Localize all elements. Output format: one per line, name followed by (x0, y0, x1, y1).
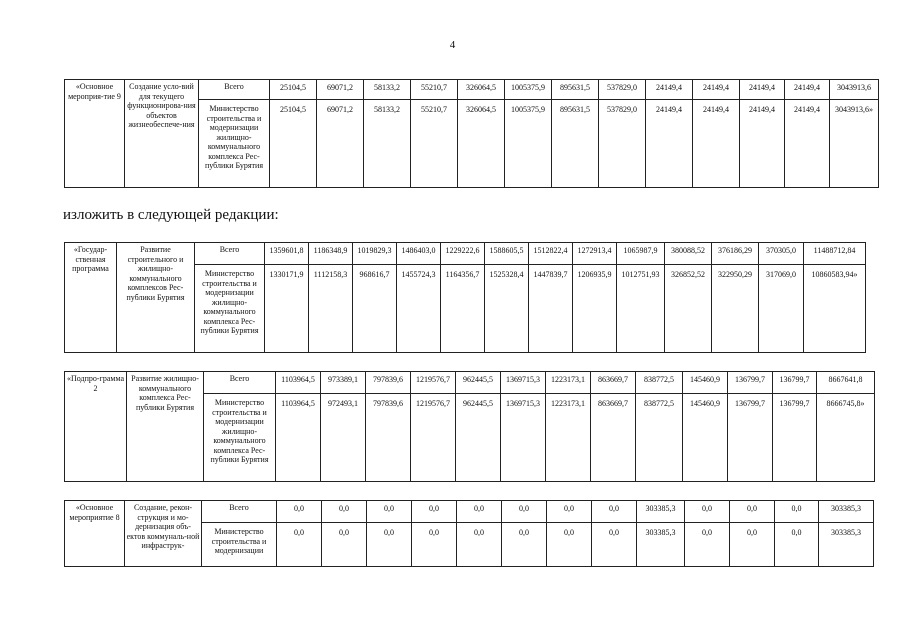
value-cell: 797839,6 (366, 372, 411, 394)
value-cell: 1588605,5 (485, 243, 529, 265)
value-cell: 973389,1 (321, 372, 366, 394)
value-cell: 0,0 (457, 501, 502, 523)
redaction-instruction: изложить в следующей редакции: (63, 207, 279, 223)
value-cell: 69071,2 (317, 80, 364, 100)
row-title-cell: «Основное мероприятие 8 (65, 501, 125, 567)
value-cell: 24149,4 (646, 100, 693, 188)
value-cell: 1005375,9 (505, 100, 552, 188)
row-description-cell: Развитие строительного и жилищно-коммунального комплексов Рес-публики Бурятия (117, 243, 195, 353)
table-main-event-8 (64, 500, 874, 567)
ministry-label: Министерство строительства и модернизации (202, 523, 277, 567)
value-cell: 1112158,3 (309, 265, 353, 353)
value-cell: 8666745,8» (817, 394, 875, 482)
value-cell: 3043913,6» (830, 100, 879, 188)
total-label: Всего (195, 243, 265, 265)
value-cell: 25104,5 (270, 80, 317, 100)
row-title-cell: «Подпро-грамма 2 (65, 372, 127, 482)
value-cell: 0,0 (412, 523, 457, 567)
value-cell: 69071,2 (317, 100, 364, 188)
value-cell: 1186348,9 (309, 243, 353, 265)
value-cell: 0,0 (502, 523, 547, 567)
value-cell: 326064,5 (458, 80, 505, 100)
value-cell: 0,0 (547, 501, 592, 523)
value-cell: 136799,7 (728, 394, 773, 482)
value-cell: 863669,7 (591, 372, 636, 394)
value-cell: 1447839,7 (529, 265, 573, 353)
value-cell: 136799,7 (773, 394, 817, 482)
value-cell: 1512822,4 (529, 243, 573, 265)
value-cell: 0,0 (277, 501, 322, 523)
row-description-cell: Создание, рекон-струкция и мо-дернизация объ-ектов коммуналь-ной инфраструк- (125, 501, 202, 567)
value-cell: 1486403,0 (397, 243, 441, 265)
value-cell: 1272913,4 (573, 243, 617, 265)
value-cell: 24149,4 (646, 80, 693, 100)
value-cell: 380088,52 (665, 243, 712, 265)
value-cell: 0,0 (367, 501, 412, 523)
value-cell: 0,0 (322, 501, 367, 523)
value-cell: 838772,5 (636, 372, 683, 394)
value-cell: 1206935,9 (573, 265, 617, 353)
value-cell: 0,0 (592, 501, 637, 523)
value-cell: 0,0 (322, 523, 367, 567)
value-cell: 0,0 (367, 523, 412, 567)
value-cell: 962445,5 (456, 372, 501, 394)
value-cell: 370305,0 (759, 243, 804, 265)
value-cell: 303385,3 (819, 501, 874, 523)
value-cell: 962445,5 (456, 394, 501, 482)
value-cell: 1012751,93 (617, 265, 665, 353)
value-cell: 1065987,9 (617, 243, 665, 265)
value-cell: 317069,0 (759, 265, 804, 353)
value-cell: 0,0 (685, 523, 730, 567)
table-main-event-9 (64, 79, 879, 188)
value-cell: 0,0 (730, 501, 775, 523)
ministry-label: Министерство строительства и модернизации жилищно-коммунального комплекса Рес-публики Бурятия (204, 394, 276, 482)
ministry-label: Министерство строительства и модернизации жилищно-коммунального комплекса Рес-публики Бурятия (195, 265, 265, 353)
table-state-program (64, 242, 866, 353)
value-cell: 58133,2 (364, 100, 411, 188)
row-title-cell: «Основное мероприя-тие 9 (65, 80, 125, 188)
value-cell: 10860583,94» (804, 265, 866, 353)
value-cell: 136799,7 (773, 372, 817, 394)
value-cell: 1005375,9 (505, 80, 552, 100)
value-cell: 55210,7 (411, 100, 458, 188)
value-cell: 0,0 (457, 523, 502, 567)
value-cell: 326852,52 (665, 265, 712, 353)
value-cell: 326064,5 (458, 100, 505, 188)
value-cell: 8667641,8 (817, 372, 875, 394)
page-number: 4 (449, 39, 456, 51)
value-cell: 322950,29 (712, 265, 759, 353)
row-title-cell: «Государ-ственная программа (65, 243, 117, 353)
value-cell: 1330171,9 (265, 265, 309, 353)
value-cell: 0,0 (685, 501, 730, 523)
value-cell: 838772,5 (636, 394, 683, 482)
value-cell: 303385,3 (637, 523, 685, 567)
value-cell: 24149,4 (693, 100, 740, 188)
value-cell: 11488712,84 (804, 243, 866, 265)
value-cell: 1229222,6 (441, 243, 485, 265)
table-subprogram-2 (64, 371, 875, 482)
value-cell: 1019829,3 (353, 243, 397, 265)
value-cell: 968616,7 (353, 265, 397, 353)
value-cell: 145460,9 (683, 394, 728, 482)
value-cell: 1219576,7 (411, 372, 456, 394)
value-cell: 24149,4 (693, 80, 740, 100)
value-cell: 1103964,5 (276, 372, 321, 394)
value-cell: 24149,4 (740, 80, 785, 100)
value-cell: 1219576,7 (411, 394, 456, 482)
value-cell: 0,0 (775, 523, 819, 567)
value-cell: 376186,29 (712, 243, 759, 265)
total-label: Всего (202, 501, 277, 523)
value-cell: 1223173,1 (546, 372, 591, 394)
value-cell: 1369715,3 (501, 394, 546, 482)
value-cell: 537829,0 (599, 100, 646, 188)
value-cell: 0,0 (547, 523, 592, 567)
row-description-cell: Создание усло-вий для текущего функционирова-ния объектов жизнеобеспече-ния (125, 80, 199, 188)
value-cell: 797839,6 (366, 394, 411, 482)
total-label: Всего (199, 80, 270, 100)
value-cell: 1223173,1 (546, 394, 591, 482)
value-cell: 895631,5 (552, 80, 599, 100)
value-cell: 24149,4 (785, 80, 830, 100)
value-cell: 25104,5 (270, 100, 317, 188)
value-cell: 863669,7 (591, 394, 636, 482)
value-cell: 972493,1 (321, 394, 366, 482)
value-cell: 1359601,8 (265, 243, 309, 265)
value-cell: 537829,0 (599, 80, 646, 100)
value-cell: 0,0 (730, 523, 775, 567)
value-cell: 895631,5 (552, 100, 599, 188)
value-cell: 0,0 (277, 523, 322, 567)
value-cell: 1455724,3 (397, 265, 441, 353)
value-cell: 1164356,7 (441, 265, 485, 353)
value-cell: 0,0 (775, 501, 819, 523)
value-cell: 303385,3 (819, 523, 874, 567)
value-cell: 0,0 (412, 501, 457, 523)
value-cell: 1525328,4 (485, 265, 529, 353)
value-cell: 3043913,6 (830, 80, 879, 100)
value-cell: 24149,4 (740, 100, 785, 188)
value-cell: 55210,7 (411, 80, 458, 100)
value-cell: 0,0 (502, 501, 547, 523)
total-label: Всего (204, 372, 276, 394)
value-cell: 136799,7 (728, 372, 773, 394)
value-cell: 24149,4 (785, 100, 830, 188)
value-cell: 145460,9 (683, 372, 728, 394)
value-cell: 303385,3 (637, 501, 685, 523)
row-description-cell: Развитие жилищно-коммунального комплекса Рес-публики Бурятия (127, 372, 204, 482)
value-cell: 58133,2 (364, 80, 411, 100)
value-cell: 1103964,5 (276, 394, 321, 482)
ministry-label: Министерство строительства и модернизации жилищно-коммунального комплекса Рес-публики Бурятия (199, 100, 270, 188)
value-cell: 0,0 (592, 523, 637, 567)
value-cell: 1369715,3 (501, 372, 546, 394)
